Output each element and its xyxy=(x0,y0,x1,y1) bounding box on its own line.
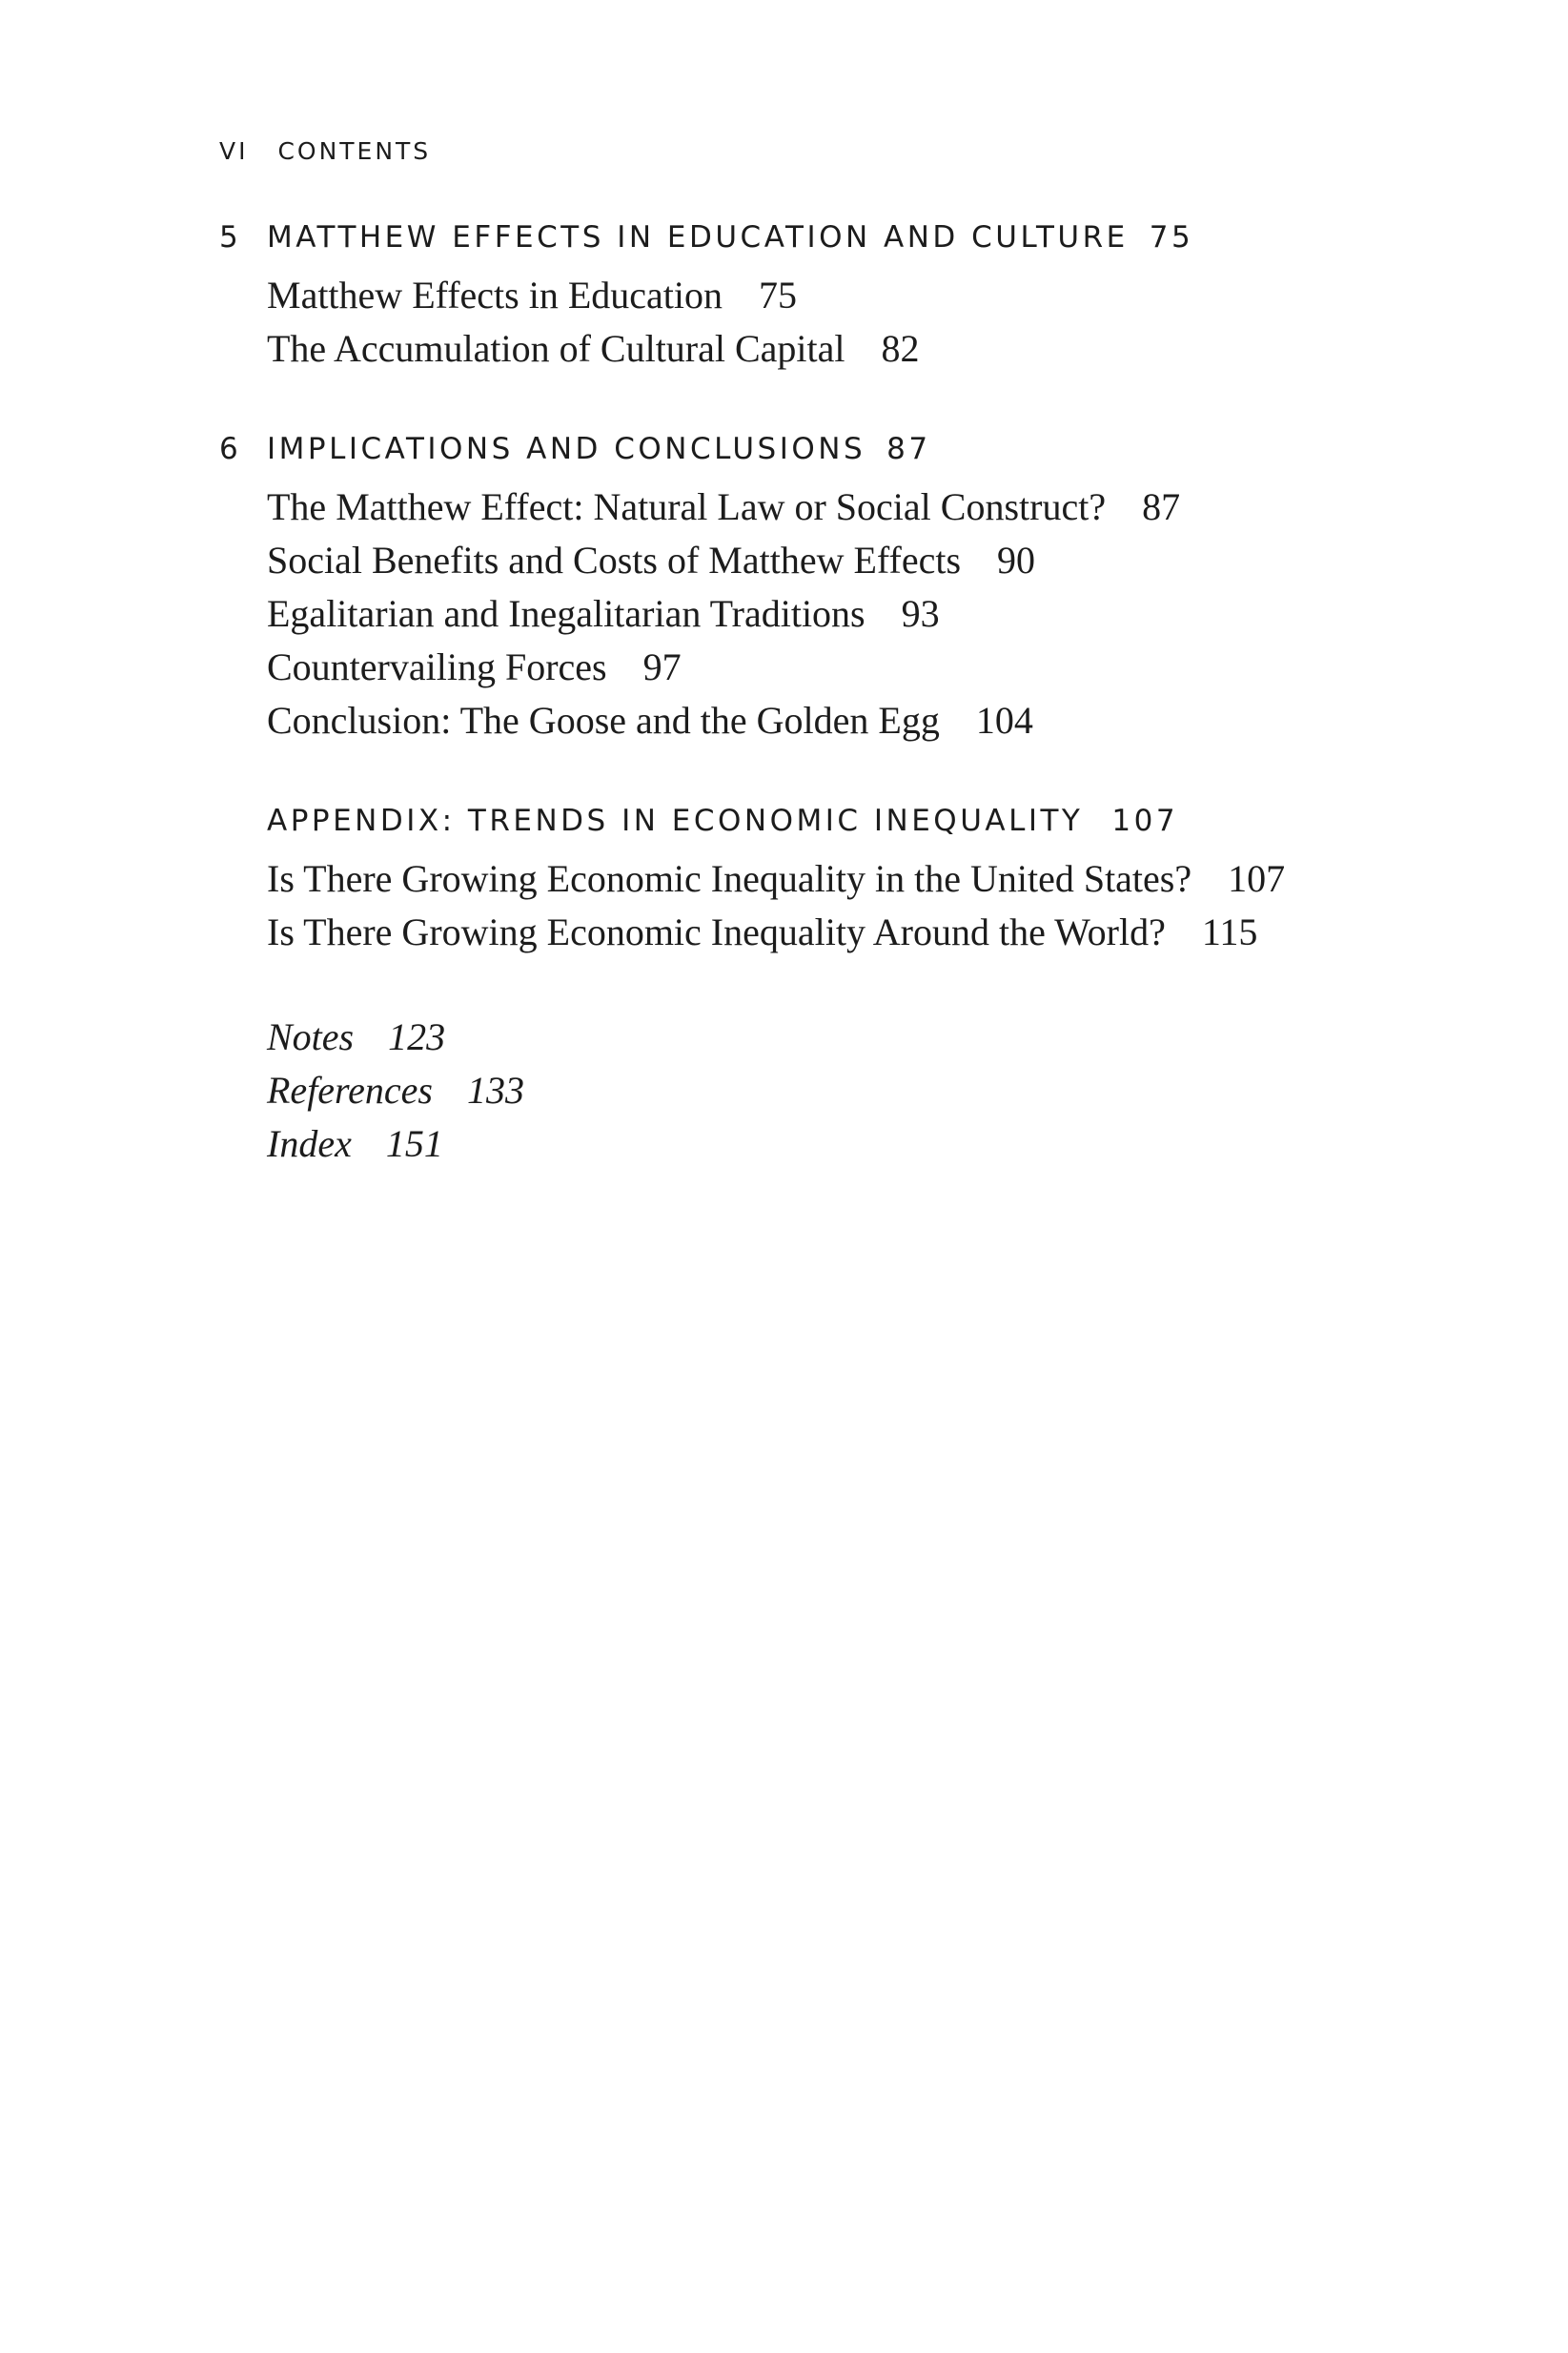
backmatter-page: 151 xyxy=(385,1122,443,1165)
section-entry xyxy=(267,587,1180,641)
section-list xyxy=(267,852,1285,959)
backmatter-title: Index xyxy=(267,1122,352,1165)
section-title: The Matthew Effect: Natural Law or Social Construct? xyxy=(267,485,1107,528)
section-title: Countervailing Forces xyxy=(267,645,607,688)
section-page: 75 xyxy=(759,274,798,317)
section-entry xyxy=(267,852,1285,906)
chapter-page: 75 xyxy=(1149,220,1194,255)
section-title: The Accumulation of Cultural Capital xyxy=(267,327,845,370)
backmatter-entry-index xyxy=(267,1117,524,1171)
section-list xyxy=(267,269,1193,376)
section-page: 87 xyxy=(1142,485,1181,528)
appendix-page: 107 xyxy=(1111,804,1179,838)
section-title: Egalitarian and Inegalitarian Traditions xyxy=(267,592,865,635)
backmatter-list xyxy=(267,1011,524,1171)
appendix-title: APPENDIX: TRENDS IN ECONOMIC INEQUALITY xyxy=(267,804,1084,838)
section-page: 82 xyxy=(881,327,920,370)
section-page: 115 xyxy=(1201,911,1258,953)
backmatter-title: References xyxy=(267,1069,433,1112)
running-head xyxy=(219,135,431,168)
appendix-heading xyxy=(267,801,1285,841)
section-page: 90 xyxy=(997,539,1036,582)
chapter-heading xyxy=(219,217,1193,257)
chapter-number: 5 xyxy=(219,220,242,255)
backmatter-page: 133 xyxy=(466,1069,524,1112)
chapter-title: MATTHEW EFFECTS IN EDUCATION AND CULTURE xyxy=(267,220,1129,255)
section-page: 97 xyxy=(642,645,682,688)
section-list xyxy=(267,481,1180,747)
backmatter-entry-notes xyxy=(267,1011,524,1064)
chapter-heading xyxy=(219,429,1180,469)
chapter-number: 6 xyxy=(219,432,242,466)
backmatter-page: 123 xyxy=(388,1015,446,1058)
chapter-5 xyxy=(219,217,1193,376)
section-title: Is There Growing Economic Inequality Around the World? xyxy=(267,911,1166,953)
folio: VI xyxy=(219,137,249,165)
section-entry xyxy=(267,322,1193,376)
chapter-page: 87 xyxy=(886,432,931,466)
section-title: Conclusion: The Goose and the Golden Egg xyxy=(267,699,940,742)
section-entry xyxy=(267,269,1193,322)
section-entry xyxy=(267,481,1180,534)
chapter-6 xyxy=(219,429,1180,747)
section-page: 104 xyxy=(975,699,1033,742)
section-page: 107 xyxy=(1228,857,1286,900)
section-entry xyxy=(267,694,1180,747)
backmatter-title: Notes xyxy=(267,1015,355,1058)
appendix xyxy=(267,801,1285,959)
section-entry xyxy=(267,534,1180,587)
section-title: Is There Growing Economic Inequality in the United States? xyxy=(267,857,1192,900)
chapter-title: IMPLICATIONS AND CONCLUSIONS xyxy=(267,432,866,466)
section-title: Matthew Effects in Education xyxy=(267,274,723,317)
section-title: Social Benefits and Costs of Matthew Effects xyxy=(267,539,962,582)
section-entry xyxy=(267,906,1285,959)
backmatter-entry-references xyxy=(267,1064,524,1117)
section-page: 93 xyxy=(901,592,940,635)
running-head-title: CONTENTS xyxy=(277,137,432,165)
section-entry xyxy=(267,641,1180,694)
